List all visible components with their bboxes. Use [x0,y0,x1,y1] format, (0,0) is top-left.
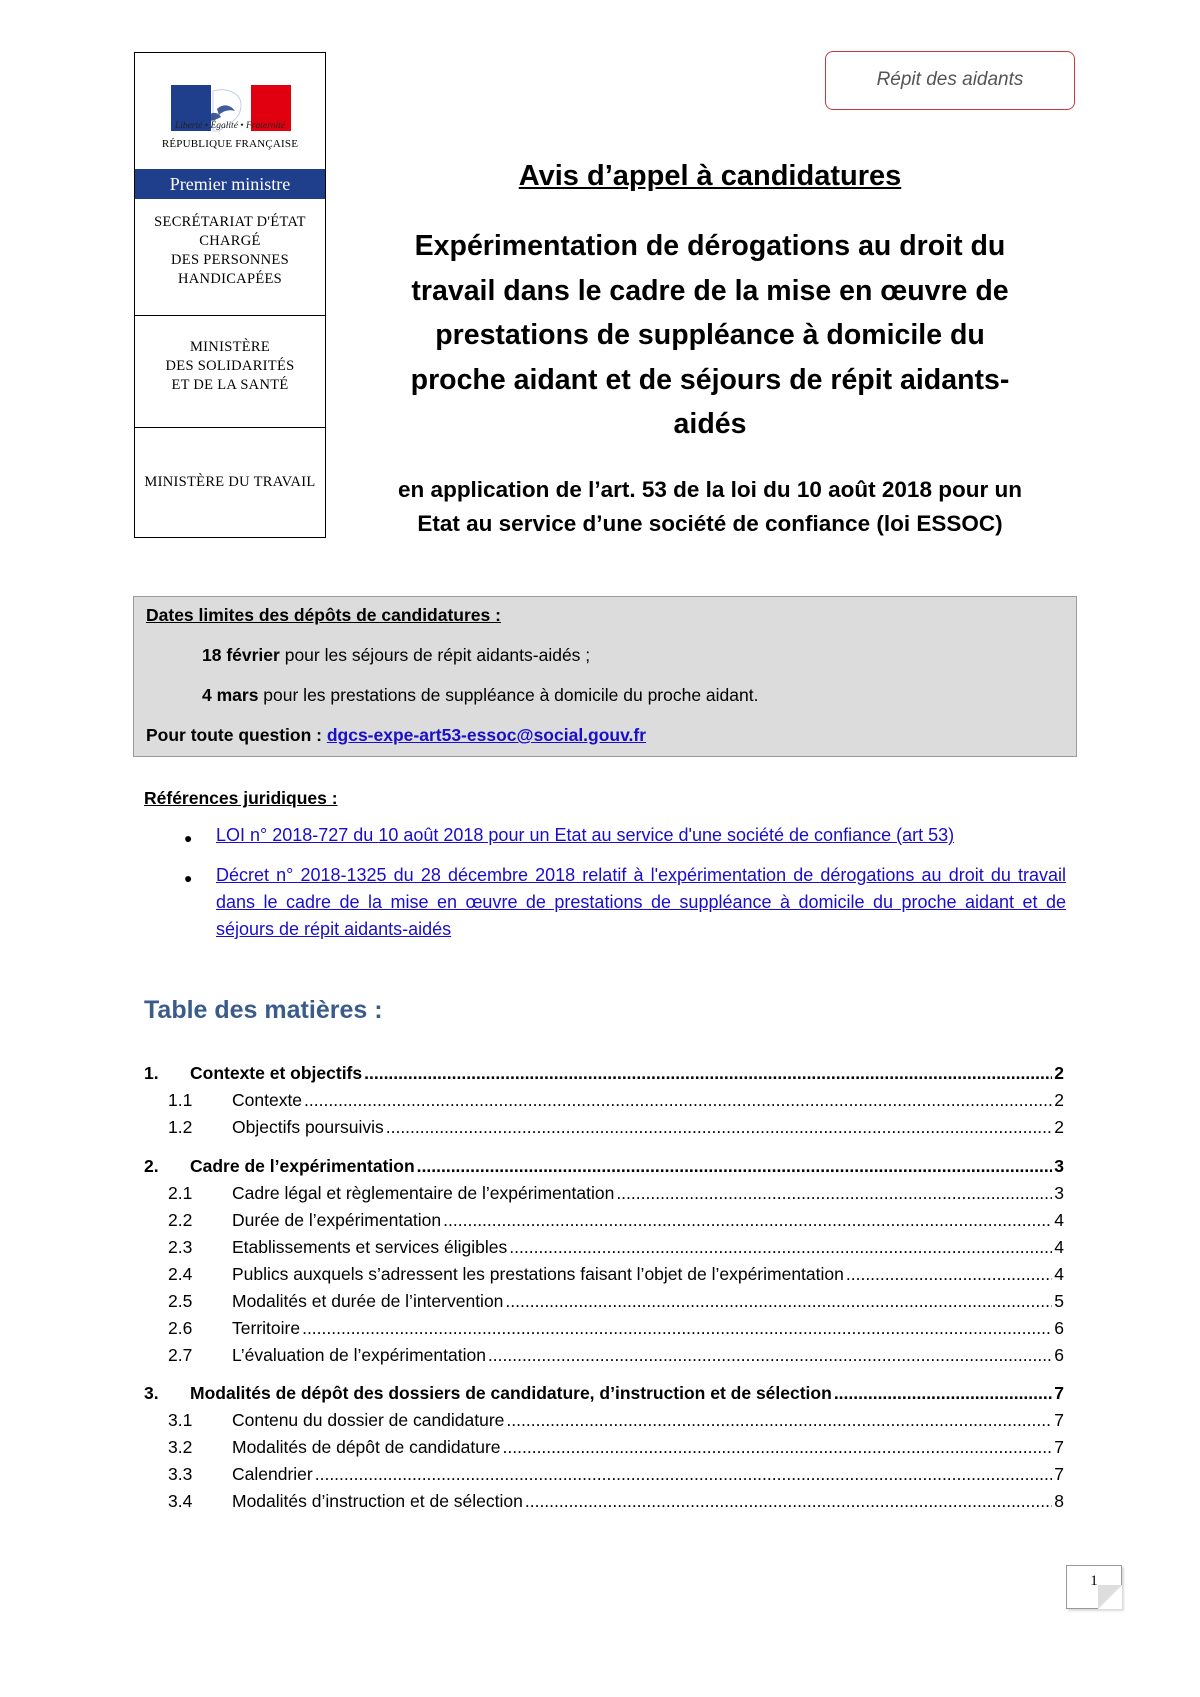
toc-entry[interactable] [144,1461,1064,1488]
deadline-date: 18 février [202,645,280,665]
document-title: Avis d’appel à candidatures [518,160,902,192]
toc-leader [488,1342,1052,1369]
legal-reference-item [216,862,1066,943]
toc-number: 3.1 [168,1410,193,1430]
toc-page: 3 [1054,1156,1064,1176]
toc-leader [417,1153,1053,1180]
contact-line [146,725,646,746]
toc-page: 4 [1054,1210,1064,1230]
toc-leader [503,1434,1053,1461]
deadline-item [202,645,590,666]
subtitle-line: Expérimentation de dérogations au droit du [414,230,1006,262]
ministry-handicap-label: SECRÉTARIAT D'ÉTAT CHARGÉ DES PERSONNES HANDICAPÉES [154,214,306,287]
government-logo-block [134,52,326,538]
toc-label: Publics auxquels s’adressent les prestations faisant l’objet de l’expérimentation [232,1264,844,1284]
toc-number: 2. [144,1156,159,1176]
toc-label: L’évaluation de l’expérimentation [232,1345,486,1365]
republique-francaise-label: RÉPUBLIQUE FRANÇAISE [161,138,299,150]
toc-number: 3.2 [168,1437,193,1457]
toc-number: 2.4 [168,1264,193,1284]
toc-page: 7 [1054,1437,1064,1457]
toc-leader [386,1114,1053,1141]
toc-page: 3 [1054,1183,1064,1203]
toc-entry[interactable] [144,1060,1064,1087]
legal-reference-link[interactable]: LOI n° 2018-727 du 10 août 2018 pour un Etat au service d'une société de confiance (art 53) [216,825,955,845]
toc-label: Durée de l’expérimentation [232,1210,442,1230]
toc-label: Territoire [232,1318,301,1338]
toc-entry[interactable] [144,1342,1064,1369]
toc-page: 5 [1054,1291,1064,1311]
logo-divider [135,315,325,316]
toc-number: 2.5 [168,1291,193,1311]
toc-leader [506,1407,1052,1434]
toc-label: Modalités de dépôt de candidature [232,1437,501,1457]
legal-basis-text: Etat au service d’une société de confiance (loi ESSOC) [417,511,1003,536]
toc-number: 1. [144,1063,159,1083]
toc-entry[interactable] [144,1434,1064,1461]
toc-label: Contenu du dossier de candidature [232,1410,505,1430]
toc-page: 7 [1054,1464,1064,1484]
toc-leader [846,1261,1052,1288]
toc-page: 7 [1054,1383,1064,1403]
toc-entry[interactable] [144,1180,1064,1207]
deadlines-heading: Dates limites des dépôts de candidatures : [146,605,501,625]
page-number-text: 1 [1090,1573,1098,1589]
deadline-description: pour les séjours de répit aidants-aidés ; [279,645,591,665]
toc-entry[interactable] [144,1315,1064,1342]
toc-entry[interactable] [144,1087,1064,1114]
subtitle-line: prestations de suppléance à domicile du [435,319,985,351]
toc-label: Contexte et objectifs [190,1063,363,1083]
ministry-labour-label: MINISTÈRE DU TRAVAIL [144,474,316,490]
bullet-icon: ● [184,830,193,846]
toc-page: 2 [1054,1063,1064,1083]
toc-leader [505,1288,1052,1315]
toc-entry[interactable] [144,1234,1064,1261]
toc-leader [834,1380,1052,1407]
toc-label: Objectifs poursuivis [232,1117,384,1137]
toc-number: 3. [144,1383,159,1403]
toc-label: Modalités d’instruction et de sélection [232,1491,523,1511]
toc-number: 2.1 [168,1183,193,1203]
legal-basis-line [350,473,1070,541]
toc-entry[interactable] [144,1261,1064,1288]
legal-reference-item [216,822,1066,849]
toc-page: 2 [1054,1117,1064,1137]
toc-leader [616,1180,1052,1207]
toc-label: Cadre légal et règlementaire de l’expérimentation [232,1183,615,1203]
category-tag: Répit des aidants [825,51,1075,110]
toc-label: Etablissements et services éligibles [232,1237,508,1257]
toc-label: Cadre de l’expérimentation [190,1156,415,1176]
toc-entry[interactable] [144,1407,1064,1434]
toc-entry[interactable] [144,1114,1064,1141]
subtitle-line: aidés [673,408,747,440]
toc-entry[interactable] [144,1207,1064,1234]
toc-label: Modalités et durée de l’intervention [232,1291,504,1311]
deadline-item [202,685,758,706]
logo-divider [135,427,325,428]
toc-number: 2.2 [168,1210,193,1230]
deadlines-box [133,596,1077,757]
toc-leader [304,1087,1052,1114]
toc-label: Contexte [232,1090,303,1110]
deadline-description: pour les prestations de suppléance à domicile du proche aidant. [258,685,759,705]
contact-email-link[interactable]: dgcs-expe-art53-essoc@social.gouv.fr [326,725,647,745]
toc-number: 2.3 [168,1237,193,1257]
contact-label: Pour toute question : [146,725,327,745]
toc-number: 3.4 [168,1491,193,1511]
toc-page: 4 [1054,1237,1064,1257]
toc-page: 8 [1054,1491,1064,1511]
toc-page: 7 [1054,1410,1064,1430]
toc-leader [509,1234,1052,1261]
legal-basis-text: en application de l’art. 53 de la loi du 10 août 2018 pour un [398,477,1022,502]
toc-title: Table des matières : [144,996,383,1024]
toc-entry[interactable] [144,1288,1064,1315]
toc-page: 2 [1054,1090,1064,1110]
premier-ministre-banner: Premier ministre [135,169,325,199]
bullet-icon: ● [184,870,193,886]
toc-leader [315,1461,1053,1488]
toc-number: 1.1 [168,1090,193,1110]
toc-page: 4 [1054,1264,1064,1284]
page-number [1066,1565,1122,1609]
toc-number: 3.3 [168,1464,193,1484]
toc-page: 6 [1054,1345,1064,1365]
toc-entry[interactable] [144,1153,1064,1180]
toc-entry[interactable] [144,1488,1064,1515]
page-fold-icon [1098,1585,1122,1609]
republic-motto: Liberté • Égalité • Fraternité [174,121,286,131]
toc-number: 2.7 [168,1345,193,1365]
toc-number: 1.2 [168,1117,193,1137]
toc-label: Calendrier [232,1464,313,1484]
toc-number: 2.6 [168,1318,193,1338]
deadline-date: 4 mars [202,685,259,705]
toc-leader [525,1488,1052,1515]
toc-leader [443,1207,1052,1234]
toc-entry[interactable] [144,1380,1064,1407]
toc-page: 6 [1054,1318,1064,1338]
toc-label: Modalités de dépôt des dossiers de candidature, d’instruction et de sélection [190,1383,832,1403]
document-subtitle [350,224,1070,447]
legal-references-heading: Références juridiques : [144,788,338,808]
marianne-logo-icon [157,65,305,165]
toc-leader [364,1060,1052,1087]
toc-leader [302,1315,1052,1342]
subtitle-line: travail dans le cadre de la mise en œuvre de [411,274,1009,307]
ministry-health-label: MINISTÈRE DES SOLIDARITÉS ET DE LA SANTÉ [165,339,295,393]
legal-reference-link[interactable]: Décret n° 2018-1325 du 28 décembre 2018 relatif à l'expérimentation de dérogations au droit du travail dans le cadre de la mise en œuvre de prestations de suppléance à domicile du proche aidant et de séjours de répit aidants-aidés [216,865,1066,939]
subtitle-line: proche aidant et de séjours de répit aidants- [410,363,1010,396]
